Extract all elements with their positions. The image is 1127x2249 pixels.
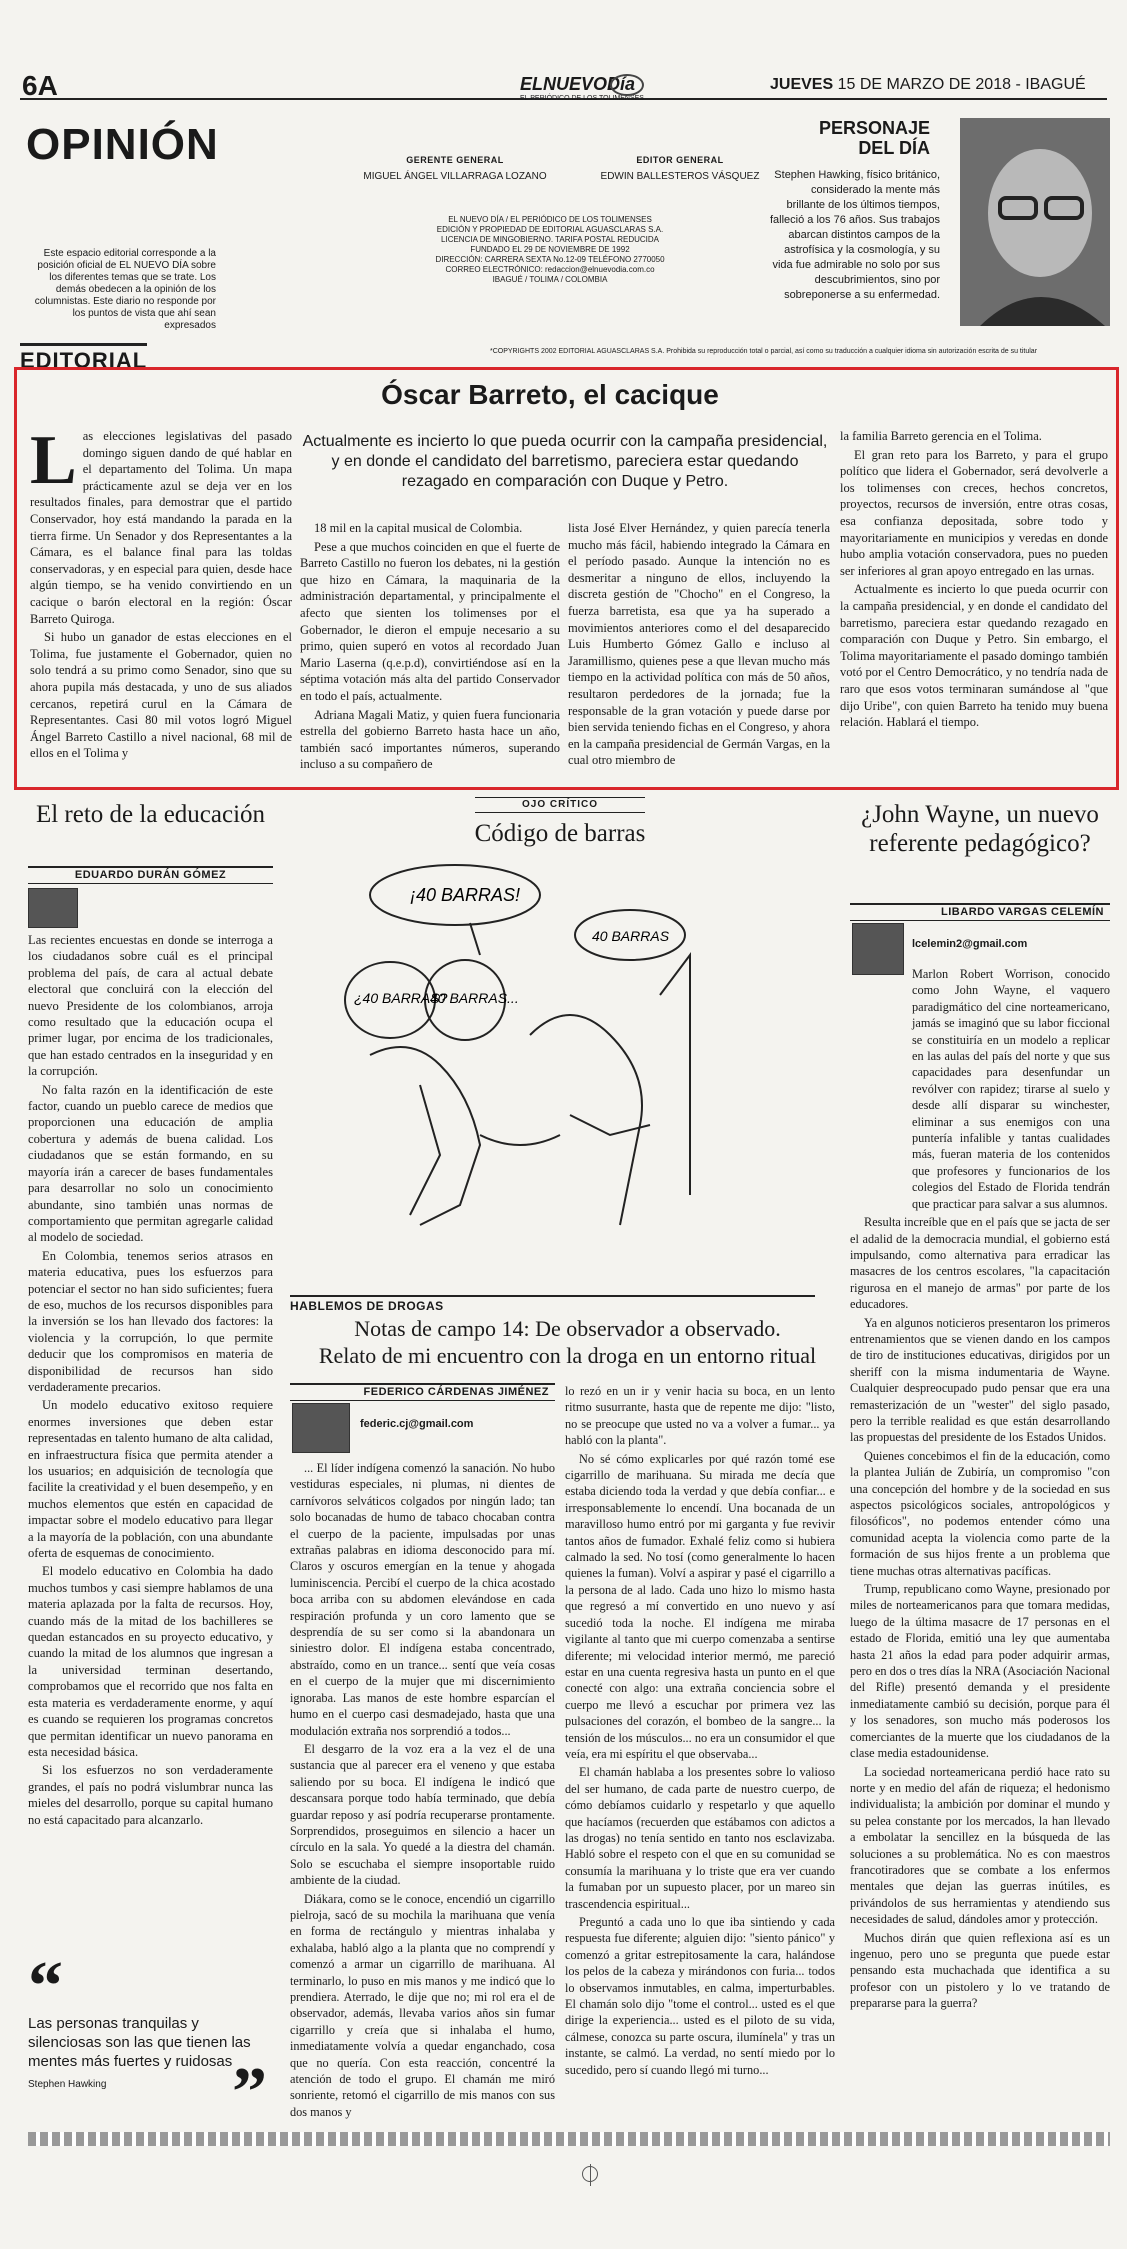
personaje-title-line2: DEL DÍA [858, 138, 930, 158]
masthead-editor [580, 155, 780, 182]
editorial-dropcap: L [30, 422, 77, 499]
gerente-label: GERENTE GENERAL [406, 155, 504, 165]
right-author-email: lcelemin2@gmail.com [912, 938, 1028, 950]
editor-name: EDWIN BALLESTEROS VÁSQUEZ [600, 171, 760, 182]
paragraph: Un modelo educativo exitoso requiere enormes inversiones que deben estar representadas en talento humano de alta calidad, en infraestructura física que permita atender a los usuarios; en adquisición de tecnología que facilite la creatividad y el buen desempeño, y en muchos elementos que estén en capacidad de impactar sobre el modelo educativo para llegar a la mayoría de la población, con una abundante oferta de esquemas de conocimiento. [28, 1398, 273, 1561]
gerente-name: MIGUEL ÁNGEL VILLARRAGA LOZANO [363, 171, 547, 182]
section-title: OPINIÓN [26, 120, 219, 169]
left-author-name: EDUARDO DURÁN GÓMEZ [74, 869, 227, 881]
editor-label: EDITOR GENERAL [636, 155, 724, 165]
page-bottom-bar [28, 2132, 1110, 2146]
paragraph: El desgarro de la voz era a la vez el de una sustancia que al parecer era el veneno y que estaba saliendo por su boca. El indígena le indicó que descansara porque todo había terminado, que debía guardar reposo y así podría recuperarse prontamente. Sorprendidos, proseguimos en silencio a hacer un círculo en la sala. Yo quedé a la diestra del chamán. Solo se escuchaba el siempre insoportable ruido ambiente de la ciudad. [290, 1741, 555, 1888]
drugs-author-email: federic.cj@gmail.com [360, 1418, 474, 1430]
left-column-title: El reto de la educación [35, 801, 266, 828]
pub-line: CORREO ELECTRÓNICO: redaccion@elnuevodia.com.co [445, 265, 655, 274]
paragraph: Actualmente es incierto lo que pueda ocurrir con la campaña presidencial, y en donde el candidato del barretismo, pareciera estar quedando rezagado en comparación con Duque y Petro. Sin embargo, el Tolima mayoritariamente el pasado domingo también votó por el Centro Democrático, y no tendría nada de raro que esos votos terminaran sumándose al "que dijo Uribe", con quien Barreto ha tenido muy buena relación. Hablará el tiempo. [840, 582, 1108, 730]
anniversary-badge [610, 74, 644, 96]
drugs-title-line1: Notas de campo 14: De observador a observado. [354, 1316, 781, 1341]
paragraph: Muchos dirán que quien reflexiona así es un ingenuo, pero uno se pregunta que puede estar pensando esta muchachada que identifica a su profesor con un pistolero y lo ve tratando de prepararse para la guerra? [850, 1930, 1110, 2011]
pub-line: IBAGUÉ / TOLIMA / COLOMBIA [492, 275, 608, 284]
logo-tagline: EL PERIÓDICO DE LOS TOLIMENSES [520, 95, 644, 102]
portrait-illustration [960, 118, 1110, 326]
paragraph: Si los esfuerzos no son verdaderamente grandes, el país no podrá vislumbrar nunca las mieles del desarrollo, porque su capital humano no está capacitado para alcanzarlo. [28, 1763, 273, 1827]
paragraph: El modelo educativo en Colombia ha dado muchos tumbos y casi siempre hablamos de una materia aplazada por la falta de recursos. Hoy, cuando más de la mitad de los bachilleres se quedan estancados en su proyecto educativo, y cuando la mitad de los alumnos que ingresan a la universidad terminan desertando, comprobamos que el recorrido que nos falta en esta materia es verdaderamente enorme, y aquí es cuando se requieren los programas concretos que permitan identificar un nuevo panorama en esta necesidad básica. [28, 1564, 273, 1759]
right-author-name: LIBARDO VARGAS CELEMÍN [941, 906, 1104, 918]
paragraph: Trump, republicano como Wayne, presionado por miles de norteamericanos para que tomara medidas, luego de la última masacre de 17 personas en el estado de Florida, emitió una ley que aumentaba hasta 21 años la edad para poder adquirir armas, pero en dos o tres días la NRA (Asociación Nacional del Rifle) presentó demanda y el presidente inmediatamente cambió su decisión, porque para él y los senadores, son mucho más poderosos los comerciantes de la muerte que los ciudadanos de la clase media estadounidense. [850, 1582, 1110, 1761]
drugs-col-2 [565, 1383, 835, 2080]
paragraph: La sociedad norteamericana perdió hace rato su norte y en medio del afán de riqueza; el hedonismo individualista; la ambición por dominar el mundo y su pelea constante por los mercados, la han llevado a embolatar la sencillez en la búsqueda de las soluciones a su problemática. No es con maestros francotiradores que se combate a los enfermos mentales que dejan las guerras inútiles, es privándolos de sus herramientas y atendiendo sus necesidades de salud, dándoles amor y protección. [850, 1764, 1110, 1927]
date-day: JUEVES [770, 76, 834, 93]
editorial-label: EDITORIAL [20, 343, 147, 374]
pub-line: EDICIÓN Y PROPIEDAD DE EDITORIAL AGUASCLARAS S.A. [436, 225, 664, 234]
drugs-section-label: HABLEMOS DE DROGAS [290, 1295, 815, 1313]
left-author-photo [28, 888, 78, 928]
logo-main: ELNUEVODía [520, 74, 636, 94]
cartoon-title: Código de barras [474, 820, 646, 847]
bubble-text-2: ¿40 BARRAS? [354, 990, 448, 1006]
paragraph: Diákara, como se le conoce, encendió un cigarrillo pielroja, sacó de su mochila la marihuana que venía en forma de rectángulo y mientras inhalaba y exhalaba, habló algo a la planta que no comprendí y comenzó a armar un cigarrillo de marihuana. Al terminarlo, lo puso en mis manos y me indicó que lo prendiera. Aterrado, le dije que no; mi rol era el de observador, además, llevaba varios años sin fumar cigarrillo y creía que si inhalaba el humo, inmediatamente volvía a quedar enganchado, cosa que no quería. Con esta reacción, concentré la atención de todo el grupo. El chamán me miró sonriente, retomó el cigarrillo de mis manos con sus dos manos y [290, 1891, 555, 2119]
left-column-body [28, 932, 273, 1830]
paragraph: Preguntó a cada uno lo que iba sintiendo y cada respuesta fue diferente; alguien dijo: "siento pánico" y comenzó a gritar estrepitosamente la cara, halándose los pelos de la cabeza y mirándonos con furia... todos lo observamos inmutables, en calma, imperturbables. El chamán solo dijo "tome el control... usted es el que dirige la experiencia... usted es el piloto de su vida, cálmese, conozca su parte oscura, ilumínela" y tras un instante, se calmó. La verdad, no sentí miedo por lo sucedido, pero sí cuando llegó mi turno... [565, 1915, 835, 2077]
open-quote-mark: “ [28, 1948, 63, 2025]
paragraph: 18 mil en la capital musical de Colombia. [314, 521, 523, 535]
copyright-notice: *COPYRIGHTS 2002 EDITORIAL AGUASCLARAS S.A. Prohibida su reproducción total o parcial, así como su traducción a cualquier idioma sin autorización escrita de su titular [490, 348, 1038, 355]
paragraph: Marlon Robert Worrison, conocido como John Wayne, el vaquero paradigmático del cine norteamericano, jamás se imaginó que su labor ficcional se constituiría en un modelo a replicar en las aulas del país del norte y que sus capacidades para desenfundar un revólver con rapidez; tirarse al suelo y desde allí disparar su winchester, eliminar a sus enemigos con una puntería infalible y tantas cualidades más, fueran materia de los contenidos que profesores y funcionarios de los colegios del Estado de Florida tendrán que practicar para salvar a sus alumnos. [912, 967, 1110, 1211]
editorial-title: Óscar Barreto, el cacique [381, 379, 719, 410]
personaje-title [770, 118, 930, 158]
paragraph: No falta razón en la identificación de este factor, cuando un pueblo carece de medios que proporcionen una educación de amplia cobertura y además de buena calidad. Los ciudadanos que se están formando, en su mayoría irán a carecer de bases fundamentales para desarrollar no solo un conocimiento abundante, sino también unas normas de comportamiento que permitan agregarle calidad al modelo de sociedad. [28, 1082, 273, 1245]
left-author-bar [28, 866, 273, 884]
paragraph: Pese a que muchos coinciden en que el fuerte de Barreto Castillo no fueron los debates, ni la gestión que hizo en Cámara, la maquinaria de la administración departamental, y principalmente el afecto que sienten los tolimenses por el Gobernador, le dieron el empuje necesario a su primo, quien superó en votos al recordado Juan Mario Laserna (q.e.p.d), convirtiéndose así en la séptima votación más alta del partido Conservador en todo el país, actualmente. [300, 539, 560, 703]
editorial-col-1 [30, 422, 292, 764]
registration-mark-icon [582, 2166, 598, 2182]
paragraph: Si hubo un ganador de estas elecciones en el Tolima, fue justamente el Gobernador, quien no solo tendrá a su primo como Senador, sino que su ahora pupila más destacada, y uno de sus aliados cercanos, repetirá curul en la Cámara de Representantes. Casi 80 mil votos logró Miguel Ángel Barreto Castillo a nivel nacional, 68 mil de ellos en el Tolima y [30, 630, 292, 761]
editorial-col-2 [300, 520, 560, 775]
paragraph: lo rezó en un ir y venir hacia su boca, en un lento ritmo susurrante, hasta que de repente me dijo: "listo, no se preocupe que usted no va a volver a fumar... ya habló con la planta". [565, 1384, 835, 1448]
editorial-col-4 [840, 428, 1108, 733]
paragraph: Adriana Magali Matiz, y quien fuera funcionaria estrella del gobierno Barreto hasta hace un año, también sacó importantes números, superando incluso a su compañero de [300, 707, 560, 772]
bubble-text-1: ¡40 BARRAS! [410, 885, 521, 905]
drugs-col-1 [290, 1460, 555, 2122]
paragraph: El gran reto para los Barreto, y para el grupo político que lidera el Gobernador, será devolverle a los tolimenses con creces, hechos concretos, proyectos, recursos de inversión, entre otras cosas, esa confianza depositada, sobre todo y mayoritariamente en municipios y veredas en donde hubo amplia votación conservadora, pues no pueden ser inferiores al gran apoyo entregado en las urnas. [840, 447, 1108, 578]
date-text: 15 DE MARZO DE 2018 - IBAGUÉ [837, 76, 1086, 93]
pull-quote-author: Stephen Hawking [28, 2079, 107, 2090]
paragraph: En Colombia, tenemos serios atrasos en materia educativa, pues los esfuerzos para potenciar el sector no han sido suficientes; fuera de eso, muchos de los recursos disponibles para la inversión se los han llevado dos factores: la violencia y la corrupción, lo que permite deducir que los compromisos en materia de disponibilidad de recursos han sido verdaderamente precarios. [28, 1248, 273, 1394]
bubble-text-4: 40 BARRAS [592, 928, 670, 944]
drugs-title [290, 1315, 845, 1369]
editorial-col-3 [568, 520, 830, 771]
drugs-author-photo [292, 1403, 350, 1453]
drugs-title-line2: Relato de mi encuentro con la droga en un entorno ritual [318, 1343, 817, 1368]
paragraph: Quienes concebimos el fin de la educación, como la plantea Julián de Zubiría, un compromiso "con una concepción del hombre y de la sociedad en sus aspectos psicológicos sociales, antropológicos y filosóficos", no podemos entender cómo una comunidad acepta la violencia como parte de la formación de sus hijos frente a un problema que tiene muchas otras alternativas pacíficas. [850, 1448, 1110, 1578]
right-column-body [850, 966, 1110, 2014]
pull-quote-text: Las personas tranquilas y silenciosas son las que tienen las mentes más fuertes y ruidosas [28, 2015, 251, 2070]
paragraph: El chamán hablaba a los presentes sobre lo valioso del ser humano, de cada parte de nuestro cuerpo, de cómo debíamos cuidarlo y respetarlo y que aquello que hacíamos (recuerden que estábamos con adictos a las drogas) no tenía sentido en tanto nos esclavizaba. Habló sobre el respeto con el que en su comunidad se consumía la marihuana y lo triste que era ver cuando la fumaban por un supuesto placer, por un mareo sin trascendencia espiritual... [565, 1765, 835, 1911]
paragraph: Resulta increíble que en el país que se jacta de ser el adalid de la democracia mundial, el gobierno está impulsando, como alternativa para erradicar las masacres de los centros escolares, "la capacitación rigurosa en el manejo de armas" por parte de los educadores. [850, 1215, 1110, 1312]
paragraph: No sé cómo explicarles por qué razón tomé ese cigarrillo de marihuana. Su mirada me decía que estaba diciendo toda la verdad y que debía confiar... e irresponsablemente lo encendí. Una bocanada de un maravilloso humo entró por mi garganta y fue revivir tantos años de fumador. Exhalé feliz como si hubiera calmado la sed. No tosí (como generalmente lo hacen quienes la fuman). Volví a aspirar y pasé el cigarrillo a la persona de al lado. Cada uno hizo lo mismo hasta que regresó a mí convertido en uno nuevo y así sucedió toda la noche. El indígena me miraba vigilante al tanto que mi cuerpo comenzaba a sentirse diferente; mi velocidad interior mermó, me pareció estar en una cuenta regresiva hasta un punto en el que conecté con algo: una extraña conciencia sobre el cuerpo me llevó a escuchar por primera vez las pulsaciones del corazón, el bombeo de la sangre... la tensión de los músculos... no era un consumidor el que veía, era mi espíritu el que observaba... [565, 1451, 835, 1761]
pub-line: DIRECCIÓN: CARRERA SEXTA No.12-09 TELÉFONO 2770050 [435, 255, 665, 264]
pub-line: FUNDADO EL 29 DE NOVIEMBRE DE 1992 [470, 245, 630, 254]
cartoon-illustration [330, 855, 780, 1275]
cartoon-drawing [330, 855, 780, 1275]
paragraph: Ya en algunos noticieros presentaron los primeros entrenamientos que se vienen dando en los campos de tiro de instituciones educativas, dirigidos por un sheriff con la misma indumentaria de Wayne. Cualquier despreocupado pudo pensar que era una remasterización de un "wester" del siglo pasado, pero la terrible realidad es que están desarrollando las propuestas del presidente de los Estados Unidos. [850, 1315, 1110, 1445]
close-quote-mark: ” [232, 2054, 267, 2131]
right-author-bar [850, 903, 1110, 921]
paragraph: la familia Barreto gerencia en el Tolima. [840, 429, 1042, 443]
paragraph: as elecciones legislativas del pasado domingo siguen dando de qué hablar en el departamento del Tolima. Un mapa prácticamente azul se deja ver en los resultados finales, para demostrar que el partido Conservador, hoy está mandando la parada en la tierra firme. Un Senador y dos Representantes a la Cámara, es el balance final para las toldas conservadoras, y en especial para quien, desde hace algún tiempo, se ha venido convirtiendo en un cacique o barón electoral en la región: Óscar Barreto Quiroga. [30, 429, 292, 626]
editorial-lead: Actualmente es incierto lo que pueda ocurrir con la campaña presidencial, y en donde el candidato del barretismo, pareciera estar quedando rezagado en comparación con Duque y Petro. [302, 433, 828, 490]
right-column-title: ¿John Wayne, un nuevo referente pedagógico? [861, 801, 1099, 857]
editorial-disclaimer: Este espacio editorial corresponde a la posición oficial de EL NUEVO DÍA sobre los diferentes temas que se trate. Los demás obedecen a la opinión de los columnistas. Este diario no responde por los puntos de vista que ahí sean expresados [34, 248, 216, 331]
personaje-portrait [960, 118, 1110, 326]
drugs-author-bar [290, 1383, 555, 1401]
publication-info [410, 215, 690, 285]
personaje-text: Stephen Hawking, físico británico, considerado la mente más brillante de los últimos tiempos, falleció a los 76 años. Sus trabajos abarcan distintos campos de la astrofísica y la cosmología, y su vida fue admirable no solo por sus descubrimientos, sino por sobreponerse a su enfermedad. [770, 169, 940, 301]
paragraph: Las recientes encuestas en donde se interroga a los ciudadanos sobre cuál es el principal problema del país, de cara al actual debate electoral que concluirá con la elección del nuevo Presidente de los colombianos, arroja como resultado que la educación ocupa el primer lugar, por encima de los tradicionales, que han estado centrados en la inseguridad y en la corrupción. [28, 933, 273, 1079]
paragraph: lista José Elver Hernández, y quien parecía tenerla mucho más fácil, habiendo integrado la Cámara en el período pasado. Aunque la intención no es desmeritar a ninguno de ellos, incluyendo la discreta gestión de "Chocho" en el Congreso, la fuerza barretista, esa que ya ha superado a movimientos anteriores como el del desaparecido Luis Humberto Gómez Gallo e incluso al Jaramillismo, quienes pese a que llevan mucho más tiempo en la actividad política con más de 50 años, resultaron perdedores de la jornada; fue la responsable de la gran votación y puede darse por bien servida teniendo fichas en el Congreso, y ahora en la campaña presidencial de Germán Vargas, en la cual otro miembro de [568, 521, 830, 768]
drugs-author-name: FEDERICO CÁRDENAS JIMÉNEZ [363, 1386, 549, 1398]
bubble-text-3: 40 BARRAS... [430, 990, 519, 1006]
masthead-gerente [355, 155, 555, 182]
paragraph: ... El líder indígena comenzó la sanación. No hubo vestiduras especiales, ni plumas, ni dientes de carnívoros selváticos colgados por ningún lado; tan solo bocanadas de humo de tabaco chocaban contra el cuerpo de la paciente, impulsadas por unas extrañas palabras en idioma desconocido para mí. Claros y oscuros emergían en la tenue y ahogada luminiscencia. Percibí el cuerpo de la chica acostado boca arriba con su abdomen elevándose en cada respiración profunda y un coro lamento que se desprendía de su ser como si la abandonara un siniestro dolor. El indígena estaba concentrado, abstraído, como en un trance... sentí que veía cosas en el cuerpo de la mujer que mi discernimiento ignoraba. Las manos de este hombre esparcían el humo en el cuerpo casi desmadejado, hasta que una modulación extraña nos sorprendió a todos... [290, 1461, 555, 1738]
pub-line: EL NUEVO DÍA / EL PERIÓDICO DE LOS TOLIMENSES [448, 215, 652, 224]
dateline [770, 76, 1086, 94]
pub-line: LICENCIA DE MINGOBIERNO. TARIFA POSTAL REDUCIDA [441, 235, 659, 244]
personaje-title-line1: PERSONAJE [818, 118, 930, 138]
cartoon-section-label: OJO CRÍTICO [475, 797, 645, 813]
page-number: 6A [22, 70, 58, 101]
